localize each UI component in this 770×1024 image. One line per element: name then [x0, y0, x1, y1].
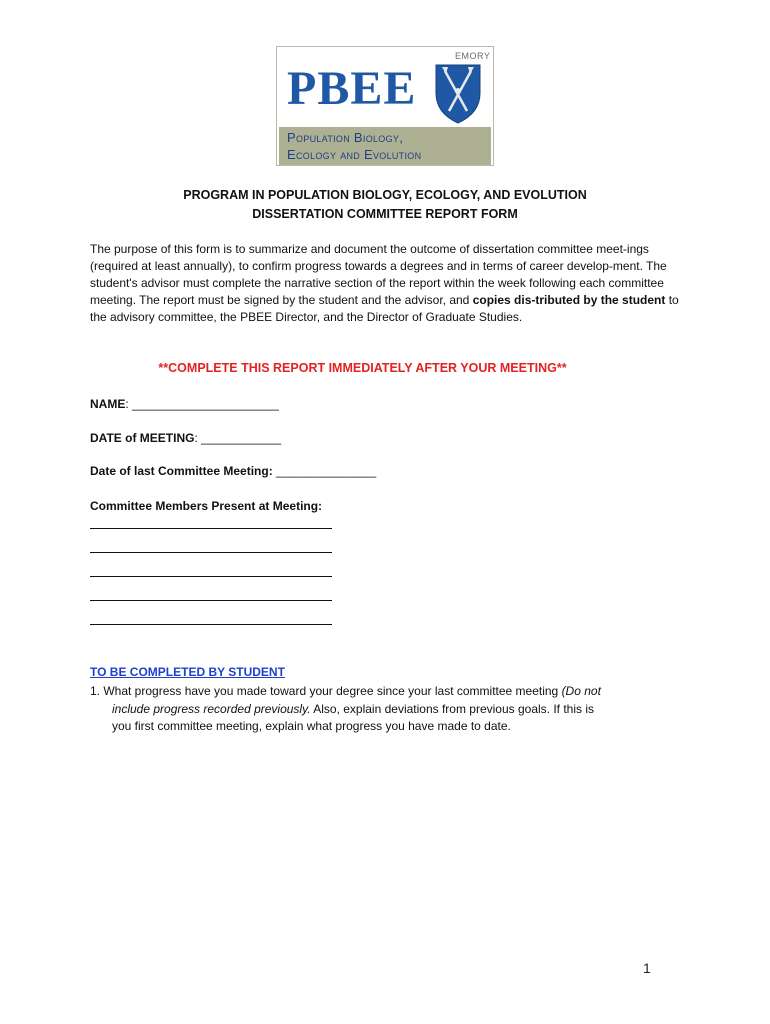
logo-band — [279, 127, 491, 165]
logo-band-line2: Ecology and Evolution — [287, 147, 422, 162]
intro-bold-text: copies dis-tributed by the student — [472, 293, 666, 307]
question-1-line1 — [90, 683, 650, 701]
last-meeting-blank[interactable]: _______________ — [276, 464, 377, 478]
last-meeting-label: Date of last Committee Meeting: — [90, 464, 277, 478]
meeting-date-field[interactable] — [90, 431, 281, 445]
name-field[interactable] — [90, 397, 279, 411]
question-1-line2 — [90, 701, 650, 719]
program-title: PROGRAM IN POPULATION BIOLOGY, ECOLOGY, AND EVOLUTION — [183, 188, 587, 202]
last-meeting-field[interactable] — [90, 464, 376, 478]
meeting-date-label: DATE of MEETING — [90, 431, 195, 445]
members-label: Committee Members Present at Meeting: — [90, 499, 323, 513]
logo-band-line1: Population Biology, — [287, 130, 404, 145]
student-section-link[interactable]: TO BE COMPLETED BY STUDENT — [90, 665, 285, 679]
member-line-2[interactable] — [90, 552, 332, 553]
question-1-italic-b: include progress recorded previously. — [112, 701, 311, 716]
form-title: DISSERTATION COMMITTEE REPORT FORM — [252, 207, 518, 221]
question-1-line3: you first committee meeting, explain what progress you have made to date. — [112, 719, 511, 733]
name-blank[interactable]: : ______________________ — [125, 397, 279, 411]
intro-text-part2: to the advisory committee, the PBEE Director, and the Director of Graduate Studies. — [90, 293, 679, 324]
emory-shield-icon — [433, 63, 483, 125]
question-1-text: 1. What progress have you made toward your degree since your last committee meeting — [90, 684, 562, 698]
question-1-cont: Also, explain deviations from previous goals. If this is — [310, 701, 595, 716]
member-line-3[interactable] — [90, 576, 332, 577]
logo-emory-label: EMORY — [455, 51, 491, 61]
warning-banner: **COMPLETE THIS REPORT IMMEDIATELY AFTER YOUR MEETING** — [158, 361, 567, 375]
meeting-date-blank[interactable]: : ____________ — [194, 431, 282, 445]
page-number: 1 — [643, 960, 651, 976]
logo-band-text — [287, 129, 421, 163]
intro-paragraph — [90, 241, 682, 326]
name-label: NAME — [90, 397, 126, 411]
question-1 — [90, 683, 650, 736]
member-line-4[interactable] — [90, 600, 332, 601]
logo-wordmark: PBEE — [287, 62, 417, 115]
question-1-italic-a: (Do not — [561, 684, 601, 698]
member-line-5[interactable] — [90, 624, 332, 625]
logo-top-panel — [277, 47, 493, 127]
intro-text-part1: The purpose of this form is to summarize and document the outcome of dissertation committee meet-ings (required at least annually), to confirm progress towards a degrees and in terms of career develop-ment. The student's advisor must complete the narrative section of the report within the week following each committee meeting. The report must be signed by the student and the advisor, and — [90, 242, 667, 307]
pbee-logo — [276, 46, 494, 166]
member-line-1[interactable] — [90, 528, 332, 529]
